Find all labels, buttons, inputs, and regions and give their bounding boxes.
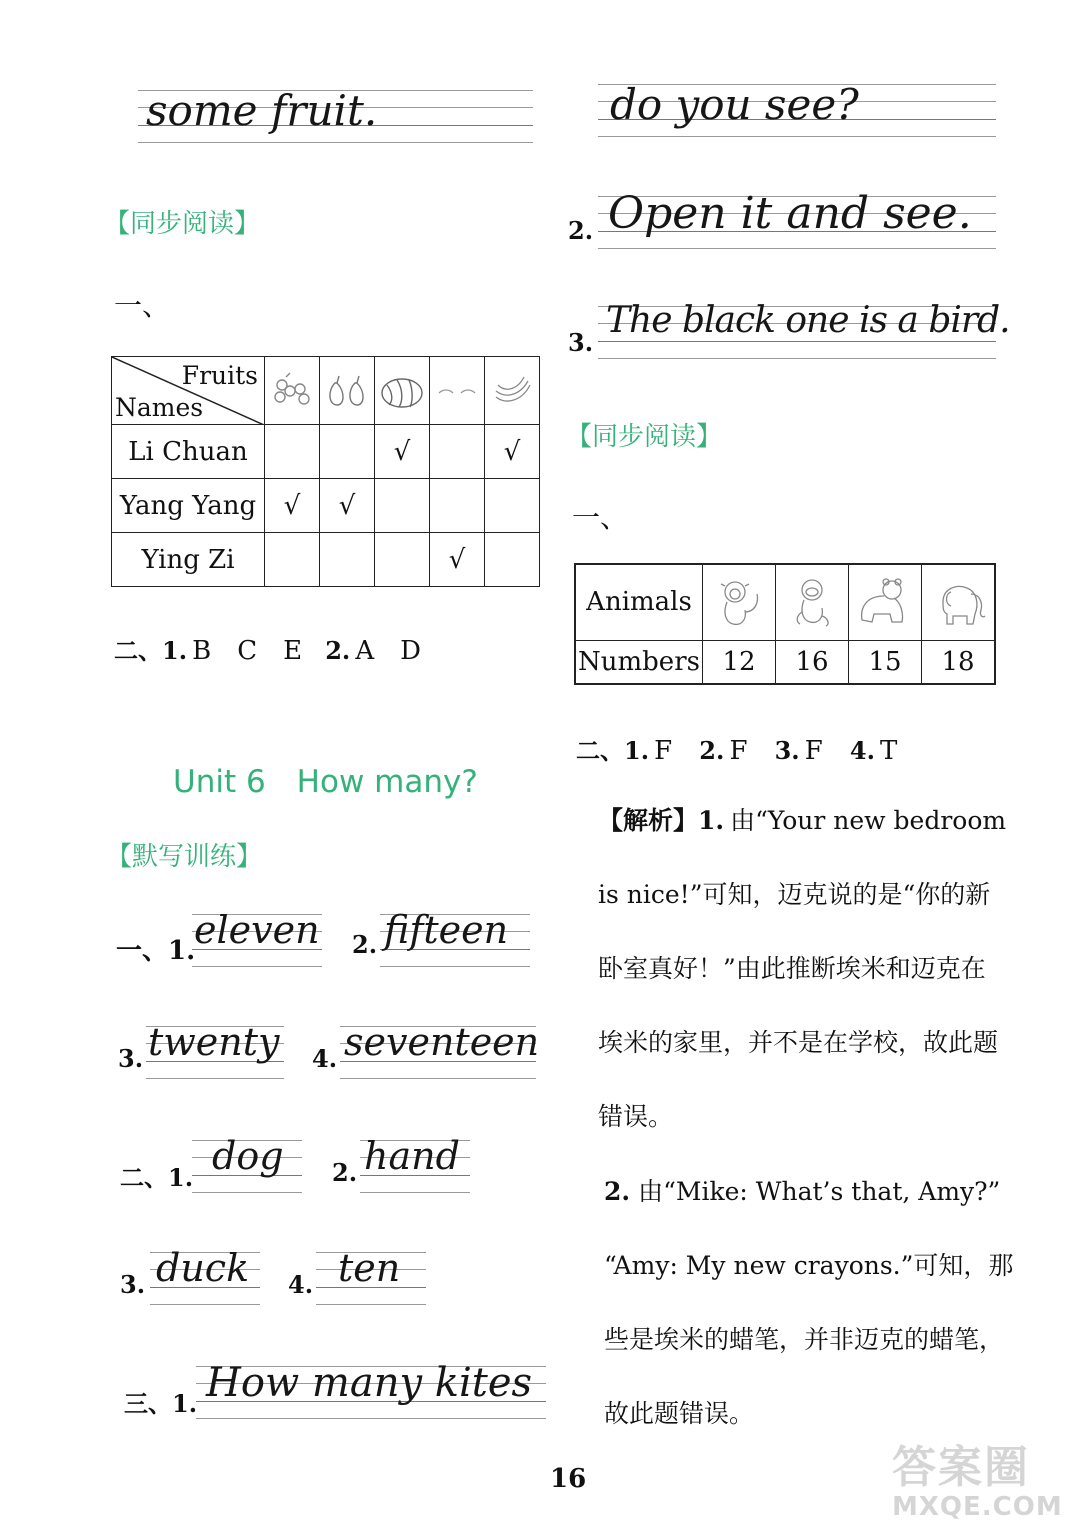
part-one-label: 一、 — [114, 289, 171, 322]
dictation-label-3: 三、1. — [124, 1389, 198, 1418]
handwriting-text: How many kites — [206, 1360, 533, 1406]
part-two-num-2: 2. — [325, 636, 351, 665]
section-title-reading: 【同步阅读】 — [104, 209, 261, 239]
analysis-num: 2. — [604, 1177, 631, 1206]
handwriting-text: The black one is a bird. — [606, 300, 1010, 341]
answer-value: F — [654, 736, 673, 766]
analysis-paragraph-2 — [604, 1155, 1014, 1451]
unit-title: Unit 6 How many? — [173, 764, 478, 800]
row-mark — [485, 479, 540, 533]
fruit-table-header — [112, 357, 265, 425]
answer-value: T — [880, 736, 898, 766]
row-mark — [320, 533, 375, 587]
handwriting-text: Open it and see. — [608, 188, 972, 239]
analysis-text: 由“Your new bedroom is nice!”可知，迈克说的是“你的新卧室真好！”由此推断埃米和迈克在埃米的家里，并不是在学校，故此题错误。 — [598, 806, 1007, 1131]
handwriting-text: dog — [212, 1134, 284, 1178]
dictation-num: 3. — [120, 1270, 146, 1299]
analysis-text: 由“Mike: What’s that, Amy?” “Amy: My new crayons.”可知，那些是埃米的蜡笔，并非迈克的蜡笔，故此题错误。 — [604, 1177, 1014, 1428]
handwriting-text: fifteen — [384, 908, 509, 952]
numbers-label: Numbers — [575, 640, 703, 684]
handwriting-text: seventeen — [344, 1020, 540, 1064]
table-row — [112, 425, 540, 479]
animals-table — [574, 563, 996, 685]
watermark-text-bottom: MXQE.COM — [892, 1492, 1063, 1522]
row-name: Ying Zi — [112, 533, 265, 587]
row-mark — [375, 479, 430, 533]
dictation-label-2: 二、1. — [120, 1163, 194, 1192]
handwriting-text: duck — [156, 1246, 250, 1290]
part-two-answers — [114, 630, 421, 667]
handwriting-line — [598, 300, 1010, 366]
sentence-num-2: 2. — [568, 216, 594, 245]
bear-icon — [849, 564, 922, 640]
elephant-icon — [922, 564, 996, 640]
handwriting-text: do you see? — [610, 80, 859, 129]
handwriting-text: ten — [338, 1246, 401, 1290]
pears-icon — [320, 357, 375, 425]
handwriting-line-some-fruit — [138, 86, 533, 150]
table-row — [112, 533, 540, 587]
answer-num: 3. — [774, 736, 800, 765]
number-cell: 15 — [849, 640, 922, 684]
sentence-num-3: 3. — [568, 328, 594, 357]
analysis-paragraph-1 — [598, 784, 1008, 1154]
row-mark — [430, 479, 485, 533]
answer-value: F — [729, 736, 748, 766]
handwriting-line — [316, 1246, 426, 1312]
handwriting-line-do-you-see — [598, 80, 996, 144]
handwriting-line — [598, 188, 996, 256]
dictation-num: 4. — [288, 1270, 314, 1299]
page-number: 16 — [550, 1464, 587, 1494]
row-mark: √ — [320, 479, 375, 533]
row-name: Li Chuan — [112, 425, 265, 479]
section-title-dictation: 【默写训练】 — [106, 842, 263, 872]
grapes-icon — [265, 357, 320, 425]
row-mark: √ — [375, 425, 430, 479]
row-mark — [485, 533, 540, 587]
handwriting-line — [360, 1134, 470, 1200]
handwriting-text: twenty — [148, 1020, 280, 1064]
part-one-label-right: 一、 — [572, 501, 629, 534]
handwriting-line — [196, 1360, 546, 1426]
handwriting-text: eleven — [194, 908, 320, 952]
dictation-label-1: 一、1. — [116, 936, 196, 966]
part-two-answer-2: A D — [355, 636, 422, 666]
bananas-icon — [485, 357, 540, 425]
answer-value: F — [804, 736, 823, 766]
row-mark — [375, 533, 430, 587]
number-cell: 16 — [776, 640, 849, 684]
dictation-num: 3. — [118, 1044, 144, 1073]
answer-num: 4. — [849, 736, 875, 765]
row-mark: √ — [485, 425, 540, 479]
part-two-label: 二、1. — [576, 736, 650, 765]
watermark-logo — [892, 1444, 1062, 1532]
dictation-num: 2. — [352, 930, 378, 959]
fruit-table — [111, 356, 540, 587]
analysis-label: 【解析】 — [598, 806, 699, 835]
number-cell: 18 — [922, 640, 996, 684]
animals-label: Animals — [575, 564, 703, 640]
handwriting-text: hand — [364, 1134, 460, 1178]
peaches-icon — [430, 357, 485, 425]
part-two-answer-1: B C E — [192, 636, 303, 666]
row-mark — [265, 533, 320, 587]
section-title-reading-right: 【同步阅读】 — [566, 422, 723, 452]
row-mark — [430, 425, 485, 479]
header-names: Names — [115, 393, 204, 422]
analysis-num: 1. — [698, 806, 725, 835]
table-row — [112, 479, 540, 533]
handwriting-line — [150, 1246, 260, 1312]
row-name: Yang Yang — [112, 479, 265, 533]
watermelon-icon — [375, 357, 430, 425]
monkey-icon — [703, 564, 776, 640]
header-fruits: Fruits — [181, 361, 258, 390]
row-mark — [265, 425, 320, 479]
handwriting-line — [380, 908, 530, 974]
dictation-num: 2. — [332, 1158, 358, 1187]
handwriting-line — [192, 1134, 302, 1200]
handwriting-text: some fruit. — [146, 86, 378, 135]
watermark-text-top: 答案圈 — [892, 1442, 1030, 1493]
handwriting-line — [192, 908, 322, 974]
row-mark: √ — [265, 479, 320, 533]
number-cell: 12 — [703, 640, 776, 684]
dictation-num: 4. — [312, 1044, 338, 1073]
row-mark — [320, 425, 375, 479]
part-two-label: 二、1. — [114, 636, 188, 665]
part-two-answers-right — [576, 731, 897, 766]
monkey-icon — [776, 564, 849, 640]
handwriting-line — [146, 1020, 284, 1086]
row-mark: √ — [430, 533, 485, 587]
answer-num: 2. — [699, 736, 725, 765]
handwriting-line — [340, 1020, 540, 1086]
